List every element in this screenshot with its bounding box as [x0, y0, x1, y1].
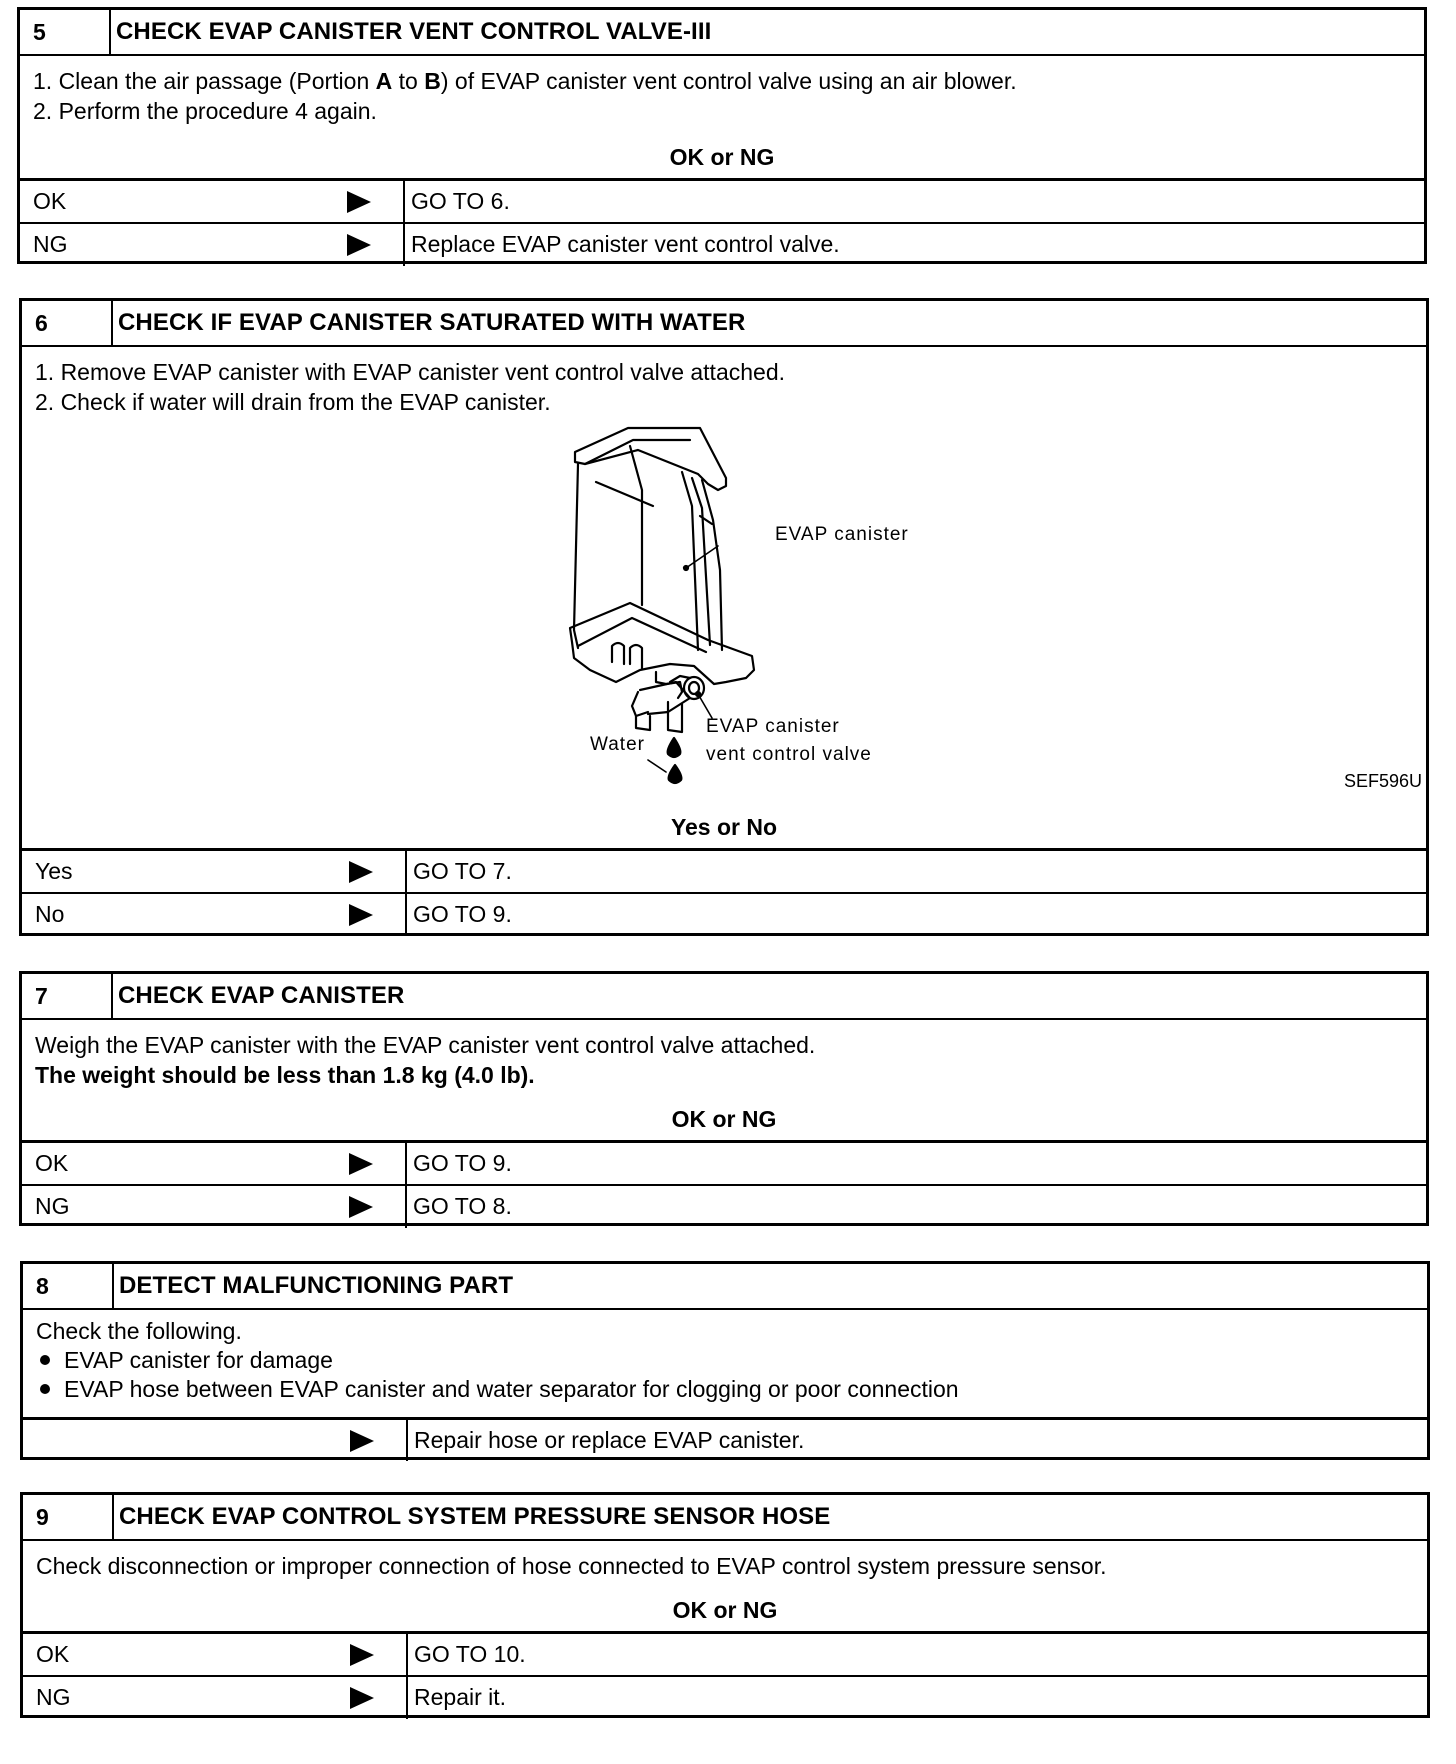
right-arrow-icon [349, 861, 373, 883]
option-row [20, 222, 1424, 266]
bullet-text: EVAP hose between EVAP canister and water separator for clogging or poor connection [64, 1376, 959, 1402]
option-action: GO TO 9. [413, 901, 512, 927]
right-arrow-icon [349, 1196, 373, 1218]
bullet-icon [40, 1355, 50, 1365]
condition-text: OK [36, 1641, 70, 1667]
valve-label-line1: EVAP canister [706, 716, 840, 737]
option-condition [20, 224, 405, 266]
step-number: 8 [23, 1264, 114, 1308]
option-action: GO TO 10. [414, 1641, 526, 1667]
right-arrow-icon [349, 1153, 373, 1175]
result-label: Yes or No [670, 814, 778, 840]
step-title: CHECK IF EVAP CANISTER SATURATED WITH WATER [118, 309, 746, 336]
option-row [23, 1631, 1427, 1675]
option-condition [22, 1143, 407, 1184]
instruction-line: 2. Perform the procedure 4 again. [33, 98, 377, 124]
step-title: CHECK EVAP CANISTER VENT CONTROL VALVE-III [116, 18, 712, 45]
step-body [20, 56, 1424, 178]
step-title: DETECT MALFUNCTIONING PART [119, 1272, 514, 1299]
option-condition [23, 1634, 408, 1675]
instruction-line: Weigh the EVAP canister with the EVAP canister vent control valve attached. [35, 1032, 816, 1058]
right-arrow-icon [350, 1687, 374, 1709]
water-label: Water [590, 734, 645, 755]
step-header [23, 1264, 1427, 1310]
nozzle [630, 645, 642, 668]
option-action: GO TO 7. [413, 858, 512, 884]
valve-label-line2: vent control valve [706, 744, 872, 765]
bullet-item [36, 1346, 1414, 1375]
bullet-icon [40, 1384, 50, 1394]
condition-text: OK [35, 1150, 69, 1176]
option-action: GO TO 8. [413, 1193, 512, 1219]
canister-body [574, 464, 578, 648]
instruction-line: Check the following. [36, 1318, 242, 1344]
option-row [22, 848, 1426, 892]
evap-canister-illustration [530, 420, 950, 800]
condition-text: No [35, 901, 65, 927]
condition-text: OK [33, 188, 67, 214]
water-leader-line [648, 760, 666, 772]
condition-text: NG [36, 1684, 71, 1710]
result-label: OK or NG [672, 1597, 778, 1623]
step-header [22, 974, 1426, 1020]
step-body [23, 1310, 1427, 1417]
instruction-text: 1. Clean the air passage (Portion [33, 68, 376, 94]
step-body [22, 1020, 1426, 1140]
portion-a-label: A [375, 68, 393, 94]
step-7-box [19, 971, 1429, 1226]
step-body [23, 1541, 1427, 1631]
water-drop-icon [668, 738, 681, 757]
step-9-box [20, 1492, 1430, 1718]
option-row [22, 1184, 1426, 1228]
option-row [22, 1140, 1426, 1184]
canister-leader-line [686, 546, 718, 568]
canister-label: EVAP canister [775, 524, 909, 545]
option-row [23, 1417, 1427, 1461]
right-arrow-icon [350, 1430, 374, 1452]
instruction-line: 2. Check if water will drain from the EVAP canister. [35, 389, 551, 415]
step-header [22, 301, 1426, 347]
condition-text: NG [35, 1193, 70, 1219]
step-header [23, 1495, 1427, 1541]
option-condition [22, 894, 407, 936]
option-row [20, 178, 1424, 222]
option-action: GO TO 9. [413, 1150, 512, 1176]
step-number: 6 [22, 301, 113, 345]
canister-top-flange [575, 428, 726, 490]
option-action: Repair it. [414, 1684, 507, 1710]
option-condition [23, 1420, 408, 1461]
option-condition [23, 1677, 408, 1719]
result-label: OK or NG [669, 144, 775, 170]
step-5-box [17, 7, 1427, 264]
condition-text: NG [33, 231, 68, 257]
step-title: CHECK EVAP CANISTER [118, 982, 405, 1009]
option-condition [22, 851, 407, 892]
step-header [20, 10, 1424, 56]
instruction-line [33, 66, 1411, 96]
specification-line: The weight should be less than 1.8 kg (4.0 lb). [35, 1062, 535, 1088]
option-action: Replace EVAP canister vent control valve. [411, 231, 840, 257]
nozzle [612, 643, 624, 664]
condition-text: Yes [35, 858, 73, 884]
instruction-text: ) of EVAP canister vent control valve using an air blower. [440, 68, 1017, 94]
option-condition [20, 181, 405, 222]
instruction-line: Check disconnection or improper connection of hose connected to EVAP control system pressure sensor. [36, 1553, 1107, 1579]
figure-code: SEF596U [1343, 771, 1422, 791]
step-title: CHECK EVAP CONTROL SYSTEM PRESSURE SENSOR HOSE [119, 1503, 831, 1530]
valve-leader-line [698, 694, 712, 718]
right-arrow-icon [347, 191, 371, 213]
instruction-text: to [392, 68, 425, 94]
right-arrow-icon [347, 234, 371, 256]
canister-bottom-flange [570, 603, 754, 684]
portion-b-label: B [424, 68, 441, 94]
right-arrow-icon [349, 904, 373, 926]
step-number: 5 [20, 10, 111, 54]
result-label: OK or NG [671, 1106, 777, 1132]
bullet-item [36, 1375, 1414, 1404]
option-action: Repair hose or replace EVAP canister. [414, 1427, 805, 1453]
option-row [23, 1675, 1427, 1719]
instruction-line: 1. Remove EVAP canister with EVAP canister vent control valve attached. [35, 359, 786, 385]
step-8-box [20, 1261, 1430, 1460]
bullet-text: EVAP canister for damage [64, 1347, 333, 1373]
water-drop-icon [669, 765, 682, 783]
step-number: 9 [23, 1495, 114, 1539]
option-row [22, 892, 1426, 936]
option-condition [22, 1186, 407, 1228]
step-number: 7 [22, 974, 113, 1018]
right-arrow-icon [350, 1644, 374, 1666]
option-action: GO TO 6. [411, 188, 510, 214]
